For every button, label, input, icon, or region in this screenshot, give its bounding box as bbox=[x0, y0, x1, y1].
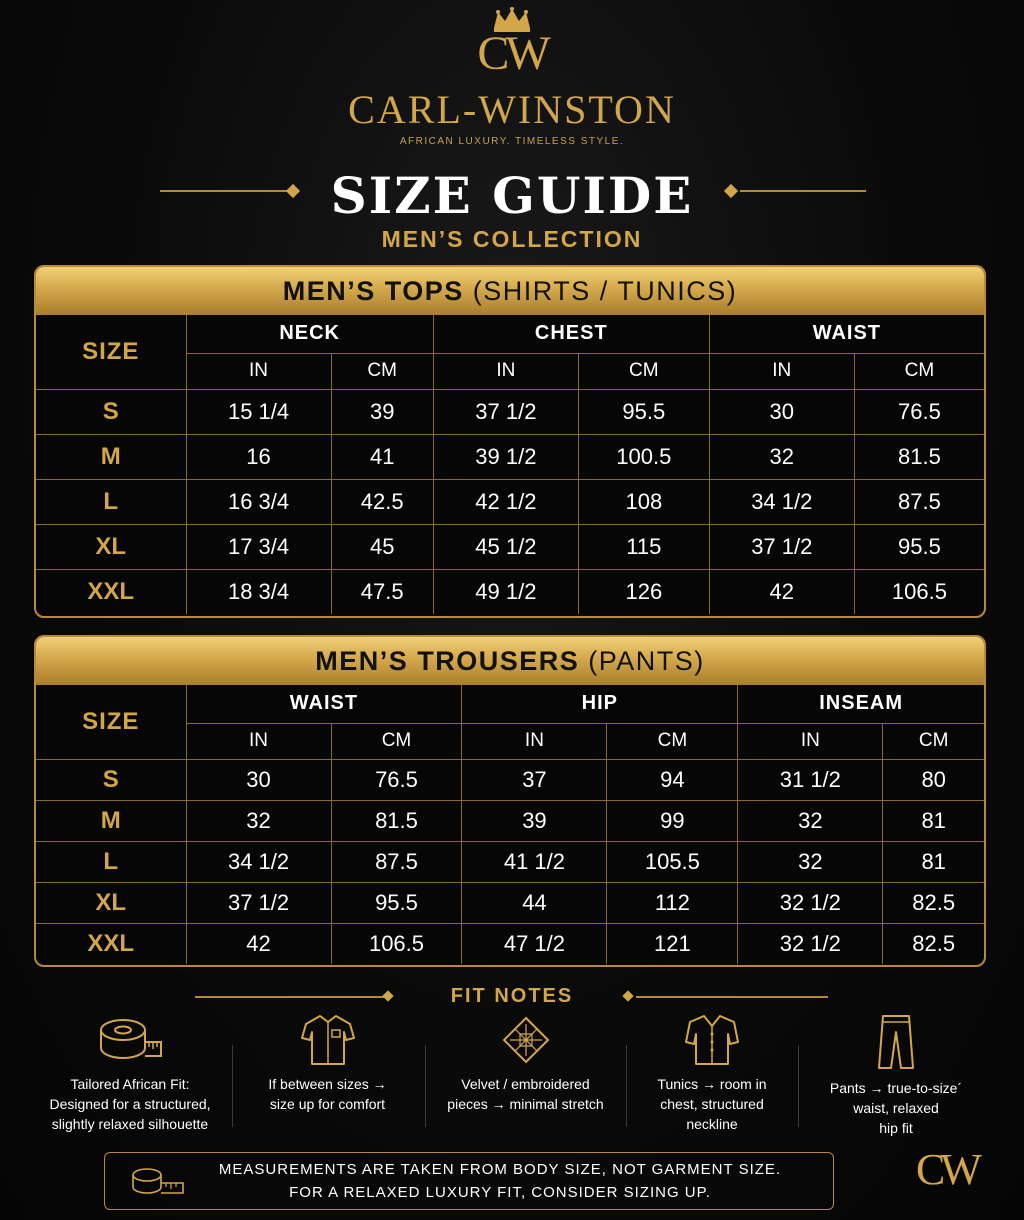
measurement-cell: 39 bbox=[462, 800, 607, 841]
group-header: CHEST bbox=[433, 315, 709, 353]
trousers-size-table bbox=[34, 635, 986, 967]
measurement-cell: 15 1/4 bbox=[186, 389, 331, 434]
size-label: L bbox=[36, 479, 186, 524]
measurement-cell: 87.5 bbox=[854, 479, 984, 524]
fit-notes-title: FIT NOTES bbox=[450, 985, 574, 1007]
table-row bbox=[36, 882, 984, 923]
measurement-cell: 108 bbox=[578, 479, 709, 524]
trousers-table-heading bbox=[36, 637, 984, 685]
unit-header: IN bbox=[709, 353, 854, 389]
table-row bbox=[36, 524, 984, 569]
measurement-cell: 37 1/2 bbox=[186, 882, 331, 923]
measurement-cell: 49 1/2 bbox=[433, 569, 578, 614]
measurement-cell: 105.5 bbox=[607, 841, 738, 882]
table-row bbox=[36, 569, 984, 614]
measurement-cell: 32 1/2 bbox=[738, 923, 883, 964]
measurement-cell: 42 1/2 bbox=[433, 479, 578, 524]
unit-header: IN bbox=[186, 723, 331, 759]
fit-note bbox=[30, 1012, 230, 1134]
size-label: XXL bbox=[36, 569, 186, 614]
size-label: S bbox=[36, 389, 186, 434]
divider-line bbox=[425, 1045, 426, 1127]
fit-note bbox=[800, 1012, 992, 1138]
table-row bbox=[36, 841, 984, 882]
size-label: XL bbox=[36, 524, 186, 569]
measurement-cell: 100.5 bbox=[578, 434, 709, 479]
notice-line-2: FOR A RELAXED LUXURY FIT, CONSIDER SIZING UP. bbox=[289, 1184, 711, 1201]
unit-header: IN bbox=[738, 723, 883, 759]
fit-note bbox=[235, 1012, 420, 1114]
pants-icon bbox=[871, 1012, 921, 1072]
measurement-cell: 106.5 bbox=[331, 923, 462, 964]
measurement-cell: 42 bbox=[709, 569, 854, 614]
measurement-cell: 47 1/2 bbox=[462, 923, 607, 964]
unit-header: CM bbox=[883, 723, 984, 759]
measurement-cell: 32 1/2 bbox=[738, 882, 883, 923]
size-column-header: SIZE bbox=[36, 685, 186, 759]
group-header: NECK bbox=[186, 315, 433, 353]
divider-line bbox=[798, 1045, 799, 1127]
measurement-cell: 34 1/2 bbox=[709, 479, 854, 524]
measurement-cell: 44 bbox=[462, 882, 607, 923]
monogram-footer bbox=[916, 1144, 977, 1195]
measurement-cell: 95.5 bbox=[578, 389, 709, 434]
trousers-heading-main: MEN’S TROUSERS bbox=[315, 646, 580, 676]
measurement-notice bbox=[104, 1152, 834, 1210]
table-row bbox=[36, 389, 984, 434]
unit-header: CM bbox=[854, 353, 984, 389]
brand-tagline: AFRICAN LUXURY. TIMELESS STYLE. bbox=[399, 136, 625, 147]
measurement-cell: 81 bbox=[883, 800, 984, 841]
size-column-header: SIZE bbox=[36, 315, 186, 389]
note-line: Tunics → room in bbox=[657, 1076, 767, 1092]
brand-name: CARL-WINSTON bbox=[348, 87, 676, 132]
tops-heading-sub: (SHIRTS / TUNICS) bbox=[472, 276, 738, 306]
measurement-cell: 39 bbox=[331, 389, 433, 434]
measurement-cell: 82.5 bbox=[883, 923, 984, 964]
measurement-cell: 81.5 bbox=[854, 434, 984, 479]
measurement-cell: 87.5 bbox=[331, 841, 462, 882]
divider-line bbox=[626, 1045, 627, 1127]
table-row bbox=[36, 759, 984, 800]
measurement-cell: 42 bbox=[186, 923, 331, 964]
trousers-heading-sub: (PANTS) bbox=[588, 646, 705, 676]
measurement-cell: 76.5 bbox=[331, 759, 462, 800]
measurement-cell: 42.5 bbox=[331, 479, 433, 524]
measurement-cell: 112 bbox=[607, 882, 738, 923]
measurement-cell: 16 3/4 bbox=[186, 479, 331, 524]
trousers-grid bbox=[36, 685, 984, 964]
size-label: S bbox=[36, 759, 186, 800]
measurement-cell: 81.5 bbox=[331, 800, 462, 841]
size-label: XL bbox=[36, 882, 186, 923]
monogram-footer-text: CW bbox=[916, 1145, 977, 1194]
measurement-cell: 41 1/2 bbox=[462, 841, 607, 882]
unit-header: IN bbox=[186, 353, 331, 389]
group-header: HIP bbox=[462, 685, 738, 723]
note-line: size up for comfort bbox=[269, 1096, 386, 1112]
measurement-cell: 18 3/4 bbox=[186, 569, 331, 614]
tops-heading-main: MEN’S TOPS bbox=[282, 276, 464, 306]
measurement-cell: 32 bbox=[709, 434, 854, 479]
notice-line-1: MEASUREMENTS ARE TAKEN FROM BODY SIZE, NOT GARMENT SIZE. bbox=[218, 1161, 782, 1178]
embroidery-icon bbox=[496, 1012, 556, 1068]
unit-header: IN bbox=[433, 353, 578, 389]
page-title: SIZE GUIDE bbox=[330, 166, 694, 225]
measurement-cell: 45 bbox=[331, 524, 433, 569]
measurement-cell: 94 bbox=[607, 759, 738, 800]
measurement-cell: 126 bbox=[578, 569, 709, 614]
table-row bbox=[36, 479, 984, 524]
divider-line bbox=[740, 190, 866, 192]
tape-measure-icon bbox=[95, 1012, 165, 1068]
measurement-cell: 45 1/2 bbox=[433, 524, 578, 569]
measurement-cell: 16 bbox=[186, 434, 331, 479]
note-line: slightly relaxed silhouette bbox=[51, 1116, 209, 1132]
unit-header: CM bbox=[331, 723, 462, 759]
measurement-cell: 32 bbox=[738, 800, 883, 841]
page-subtitle: MEN’S COLLECTION bbox=[381, 226, 643, 252]
monogram: CW bbox=[477, 27, 547, 80]
note-line: Designed for a structured, bbox=[49, 1096, 211, 1112]
table-row bbox=[36, 800, 984, 841]
divider-line bbox=[232, 1045, 233, 1127]
measurement-cell: 80 bbox=[883, 759, 984, 800]
tops-size-table bbox=[34, 265, 986, 618]
measurement-cell: 121 bbox=[607, 923, 738, 964]
tunic-icon bbox=[682, 1012, 742, 1068]
measurement-cell: 95.5 bbox=[331, 882, 462, 923]
measurement-cell: 41 bbox=[331, 434, 433, 479]
fit-note bbox=[628, 1012, 796, 1134]
group-header: INSEAM bbox=[738, 685, 984, 723]
measurement-cell: 34 1/2 bbox=[186, 841, 331, 882]
measurement-cell: 32 bbox=[738, 841, 883, 882]
measurement-cell: 37 bbox=[462, 759, 607, 800]
note-line: Tailored African Fit: bbox=[70, 1076, 190, 1092]
unit-header: IN bbox=[462, 723, 607, 759]
measurement-cell: 30 bbox=[186, 759, 331, 800]
note-line: hip fit bbox=[879, 1120, 913, 1136]
note-line: Velvet / embroidered bbox=[461, 1076, 590, 1092]
size-label: L bbox=[36, 841, 186, 882]
unit-header: CM bbox=[578, 353, 709, 389]
note-line: neckline bbox=[686, 1116, 738, 1132]
size-label: M bbox=[36, 434, 186, 479]
size-label: XXL bbox=[36, 923, 186, 964]
measurement-cell: 95.5 bbox=[854, 524, 984, 569]
measurement-cell: 76.5 bbox=[854, 389, 984, 434]
divider-line bbox=[636, 996, 828, 998]
note-line: If between sizes → bbox=[268, 1076, 387, 1092]
measurement-cell: 82.5 bbox=[883, 882, 984, 923]
note-line: waist, relaxed bbox=[853, 1100, 939, 1116]
size-label: M bbox=[36, 800, 186, 841]
measurement-cell: 31 1/2 bbox=[738, 759, 883, 800]
measurement-cell: 30 bbox=[709, 389, 854, 434]
measurement-cell: 32 bbox=[186, 800, 331, 841]
table-row bbox=[36, 923, 984, 964]
note-line: chest, structured bbox=[660, 1096, 764, 1112]
unit-header: CM bbox=[331, 353, 433, 389]
tops-grid bbox=[36, 315, 984, 614]
measurement-cell: 99 bbox=[607, 800, 738, 841]
group-header: WAIST bbox=[186, 685, 462, 723]
measurement-cell: 106.5 bbox=[854, 569, 984, 614]
fit-note bbox=[428, 1012, 623, 1114]
measurement-cell: 37 1/2 bbox=[433, 389, 578, 434]
tops-table-heading bbox=[36, 267, 984, 315]
note-line: pieces → minimal stretch bbox=[447, 1096, 604, 1112]
shirt-icon bbox=[298, 1012, 358, 1068]
unit-header: CM bbox=[607, 723, 738, 759]
measurement-cell: 39 1/2 bbox=[433, 434, 578, 479]
measurement-cell: 37 1/2 bbox=[709, 524, 854, 569]
measurement-cell: 47.5 bbox=[331, 569, 433, 614]
measurement-cell: 115 bbox=[578, 524, 709, 569]
note-line: Pants → true-to-size´ bbox=[829, 1080, 963, 1096]
title-block bbox=[0, 166, 1024, 226]
table-row bbox=[36, 434, 984, 479]
measurement-cell: 81 bbox=[883, 841, 984, 882]
group-header: WAIST bbox=[709, 315, 984, 353]
measurement-cell: 17 3/4 bbox=[186, 524, 331, 569]
